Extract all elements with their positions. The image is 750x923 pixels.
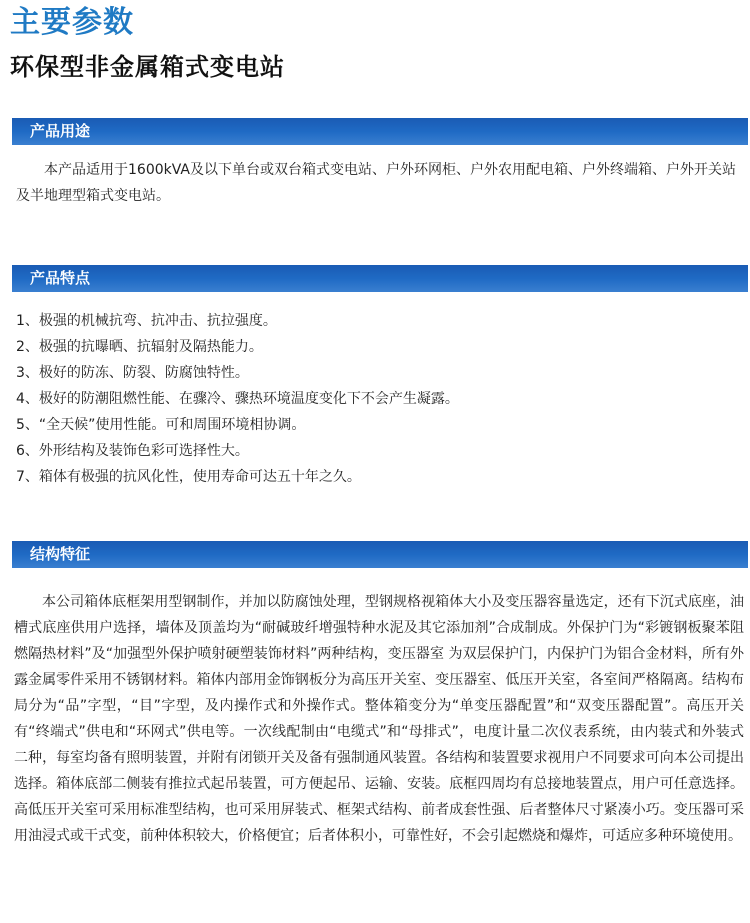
feature-item: 5、“全天候”使用性能。可和周围环境相协调。 [16,417,306,433]
structure-text: 本公司箱体底框架用型钢制作，并加以防腐蚀处理，型钢规格视箱体大小及变压器容量选定，还有下沉式底座，油槽式底座供用户选择，墙体及顶盖均为“耐碱玻纤增强特种水泥及其它添加剂”合成制成。外保护门为“彩镀钢板聚苯阻燃隔热材料”及“加强型外保护喷射硬塑装饰材料”两种结构，变压器室 为双层保护门，内保护门为铝合金材料，所有外露金属零件采用不锈钢材料。箱体内部用金饰钢板分为高压开关室、变压器室、低压开关室，各室间严格隔离。结构布局分为“品”字型，“目”字型，及内操作式和外操作式。整体箱变分为“单变压器配置”和“双变压器配置”。高压开关有“终端式”供电和“环网式”供电等。一次线配制由“电缆式”和“母排式”，电度计量二次仪表系统，由内装式和外装式二种，每室均备有照明装置，并附有闭锁开关及备有强制通风装置。各结构和装置要求视用户不同要求可向本公司提出选择。箱体底部二侧装有推拉式起吊装置，可方便起吊、运输、安装。底框四周均有总接地装置点，用户可任意选择。高低压开关室可采用标准型结构，也可采用屏装式、框架式结构、前者成套性强、后者整体尺寸紧凑小巧。变压器可采用油浸式或干式变，前种体积较大，价格便宜；后者体积小，可靠性好，不会引起燃烧和爆炸，可适应多种环境使用。 [14,594,744,844]
feature-item: 2、极强的抗曝晒、抗辐射及隔热能力。 [16,339,263,355]
feature-item: 4、极好的防潮阻燃性能、在骤冷、骤热环境温度变化下不会产生凝露。 [16,391,459,407]
feature-item: 7、箱体有极强的抗风化性，使用寿命可达五十年之久。 [16,469,361,485]
section-title-usage: 产品用途 [30,122,91,140]
section-title-structure: 结构特征 [30,545,91,563]
feature-item: 6、外形结构及装饰色彩可选择性大。 [16,443,249,459]
features-list [16,308,744,490]
product-title: 环保型非金属箱式变电站 [10,53,285,81]
structure-paragraph [14,589,744,849]
section-header-usage [12,118,748,145]
usage-paragraph [16,157,744,209]
section-header-features [12,265,748,292]
main-title: 主要参数 [10,5,134,40]
section-title-features: 产品特点 [30,269,91,287]
feature-item: 3、极好的防冻、防裂、防腐蚀特性。 [16,365,249,381]
usage-text: 本产品适用于1600kVA及以下单台或双台箱式变电站、户外环网柜、户外农用配电箱、户外终端箱、户外开关站及半地理型箱式变电站。 [16,162,736,204]
section-header-structure [12,541,748,568]
feature-item: 1、极强的机械抗弯、抗冲击、抗拉强度。 [16,313,277,329]
